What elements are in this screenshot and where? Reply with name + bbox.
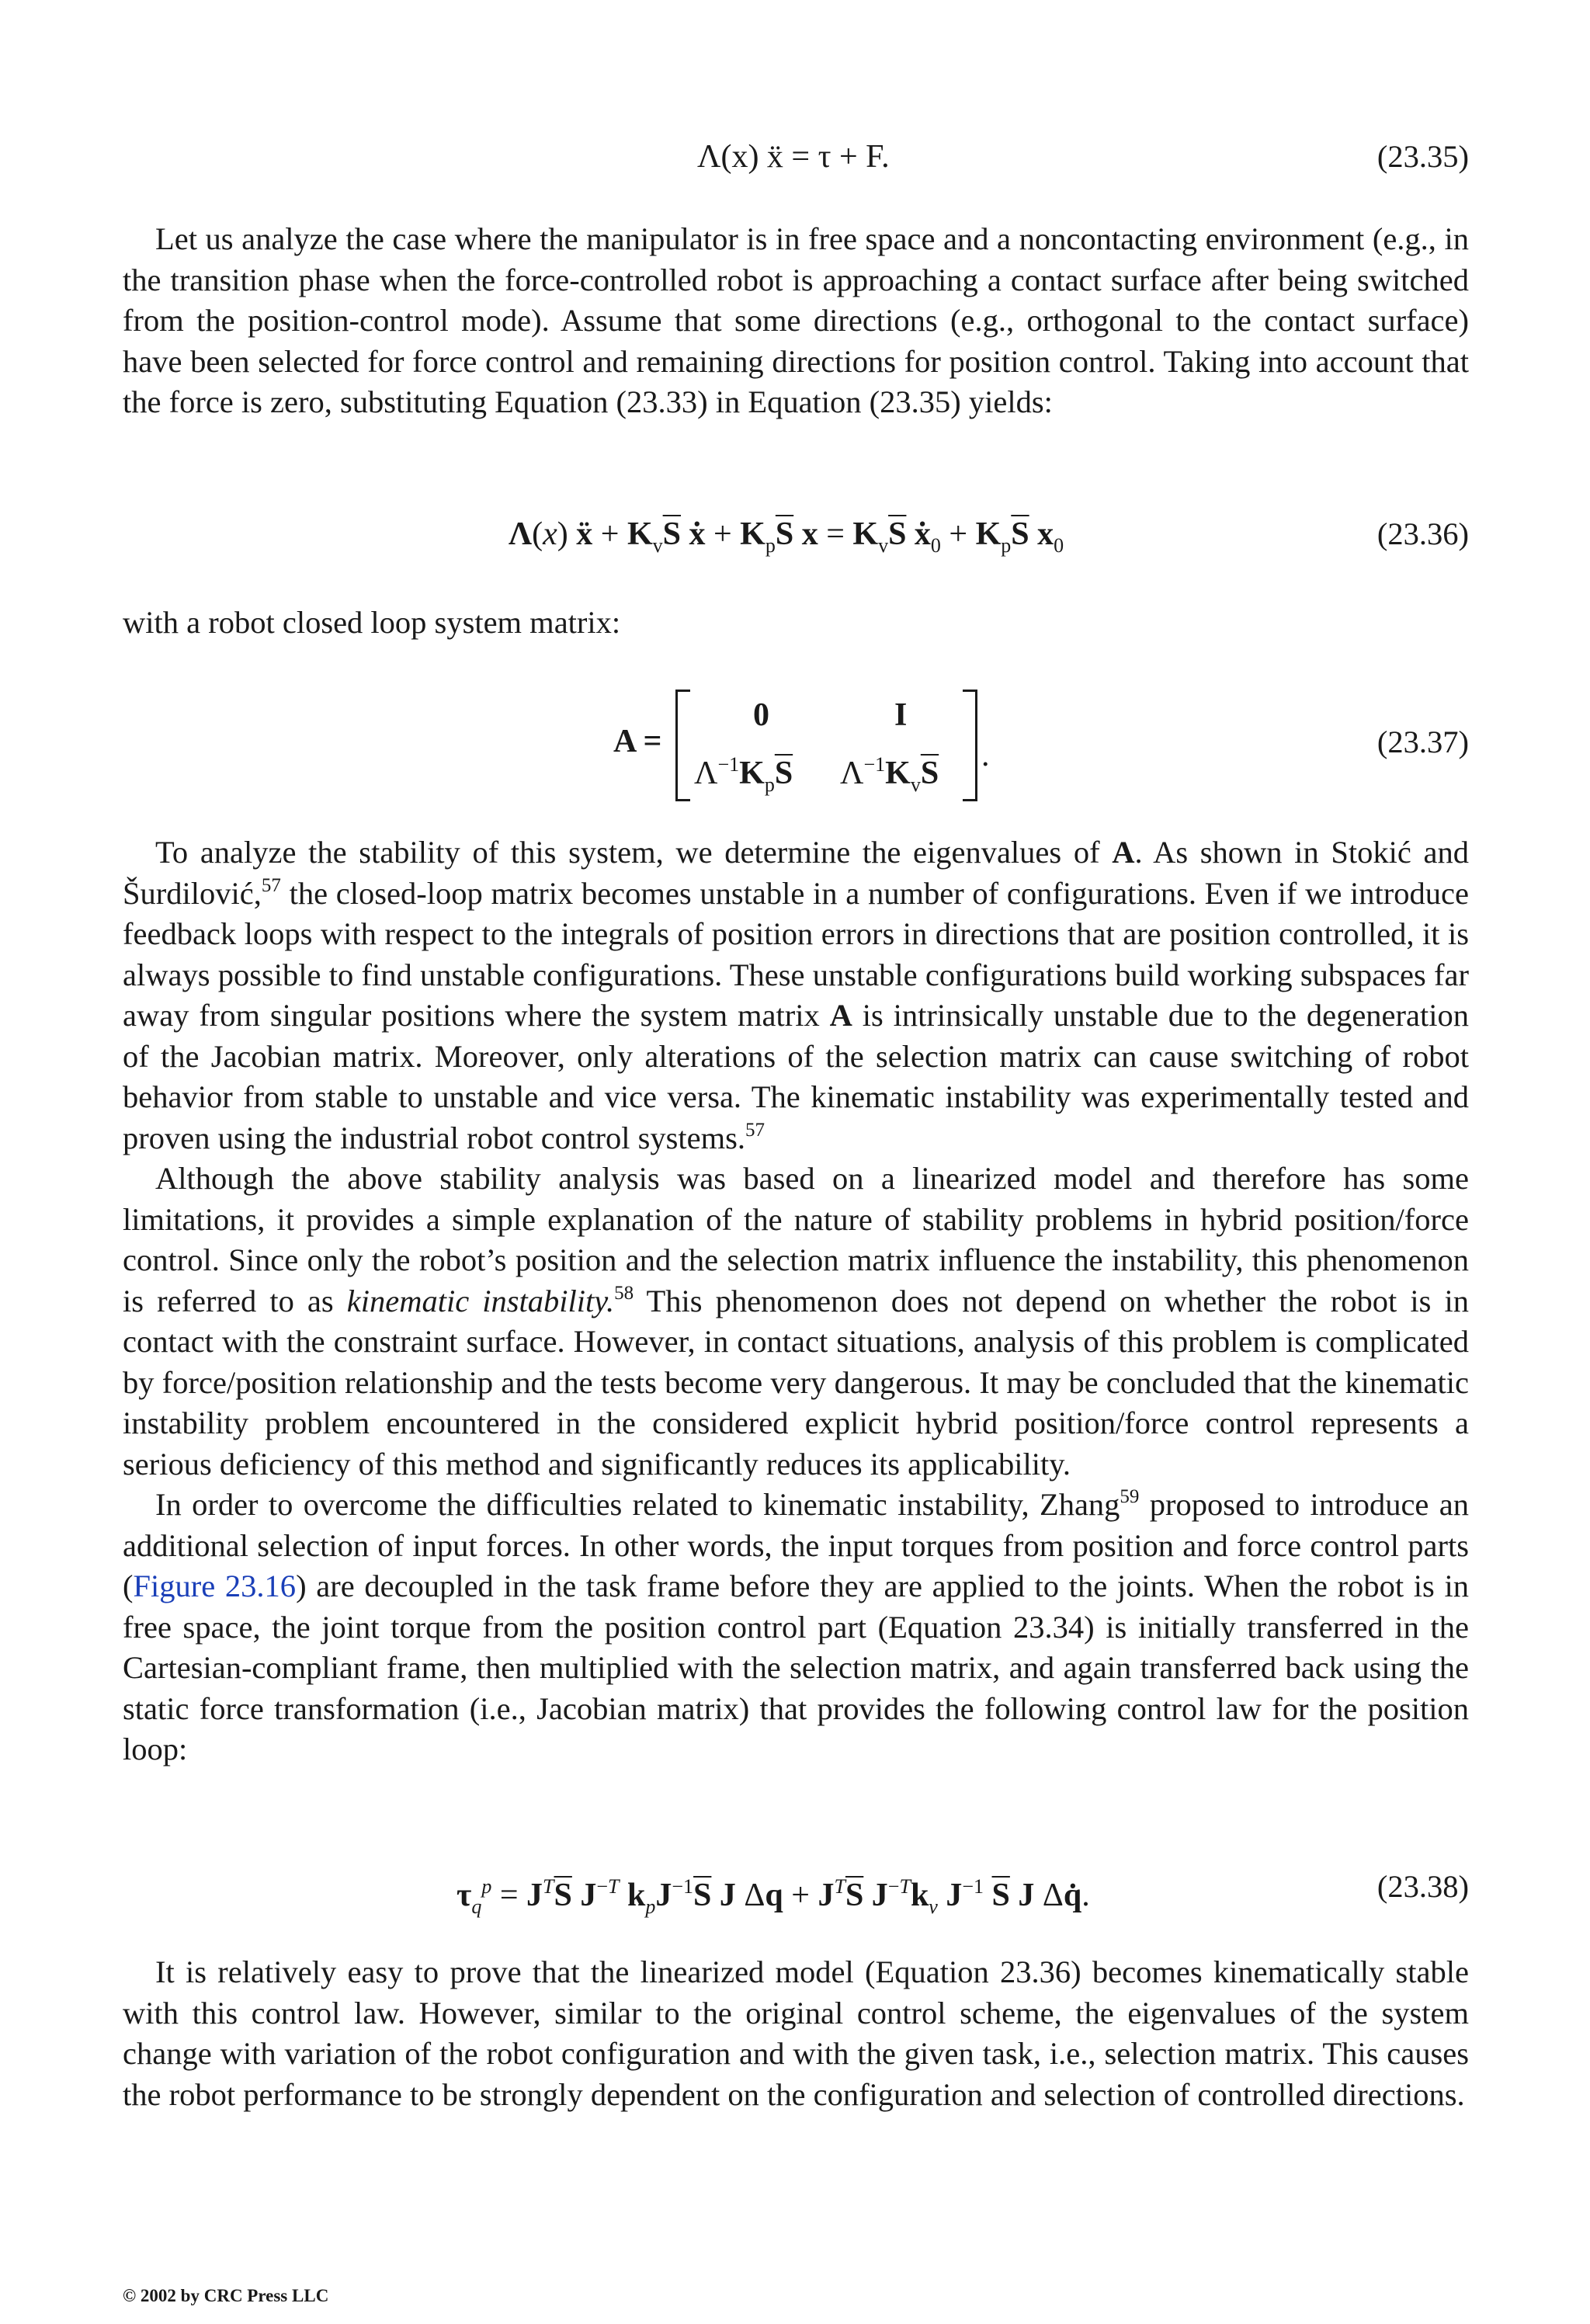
matrix-period: . — [981, 738, 990, 773]
reference-superscript: 58 — [614, 1282, 634, 1304]
left-bracket — [675, 690, 690, 801]
equation-23-36-body: Λ(x) ẍ + $K_v\overline{S}$ ẋ + $K_p\overline{S}$ $x = K_v\overline{S}$ ẋ$_0$ + $K_p\overline{S}$ $x_0$ — [509, 516, 1064, 557]
matrix-cell-21: $\Lambda^{-1}K_p\overline{S}$ — [694, 753, 793, 796]
text-segment: is intrinsically unstable due to the degeneration of the Jacobian matrix. Moreover, only alterations of the selection matrix can cause switching of robot behavior from stable to unstable and vice versa. The kinematic instability was experimentally tested and proven using the industrial robot control systems. — [123, 998, 1469, 1155]
paragraph-stability — [123, 832, 1469, 1159]
reference-superscript: 57 — [745, 1119, 765, 1141]
italic-term: kinematic instability. — [346, 1283, 615, 1318]
paragraph-conclusion: It is relatively easy to prove that the linearized model (Equation 23.36) becomes kinematically stable with this control law. However, similar to the original control scheme, the eigenvalues of the system change with variation of the robot configuration and with the given task, i.e., selection matrix. This causes the robot performance to be strongly dependent on the configuration and selection of controlled directions. — [123, 1954, 1469, 2112]
reference-superscript: 57 — [261, 874, 281, 896]
bold-symbol: A — [1112, 835, 1135, 870]
text-segment: ) are decoupled in the task frame before they are applied to the joints. When the robot is in free space, the joint torque from the position control part (Equation 23.34) is initially transferred in the Cartesian-compliant frame, then multiplied with the selection matrix, and again transferred back using the static force transformation (i.e., Jacobian matrix) that provides the following control law for the position loop: — [123, 1568, 1469, 1766]
text-segment: This phenomenon does not depend on whether the robot is in contact with the constraint surface. However, in contact situations, analysis of this problem is complicated by force/position relationship and the tests become very dangerous. It may be concluded that the kinematic instability problem encountered in the considered explicit hybrid position/force control represents a serious deficiency of this method and significantly reduces its applicability. — [123, 1283, 1469, 1482]
copyright-footer: © 2002 by CRC Press LLC — [123, 2286, 329, 2305]
equation-number: (23.36) — [1376, 516, 1469, 551]
text-segment: proposed to introduce an additional selection of input forces. In other words, the input torques from position and force control parts ( — [123, 1487, 1469, 1603]
text-segment: . As shown in Stokić and Šurdilović, — [123, 835, 1470, 911]
equation-23-37-matrix — [613, 690, 1002, 806]
matrix-lhs: A = — [613, 724, 662, 759]
matrix-cell-12: I — [894, 697, 908, 733]
matrix-cell-22: $\Lambda^{-1}K_v\overline{S}$ — [840, 753, 939, 796]
matrix-cell-11: 0 — [753, 697, 769, 733]
text-segment: In order to overcome the difficulties related to kinematic instability, Zhang — [155, 1487, 1120, 1522]
equation-23-35-body: Λ(x) ẍ = τ + F. — [697, 139, 890, 175]
figure-link[interactable]: Figure 23.16 — [133, 1568, 297, 1603]
paragraph-zhang — [123, 1485, 1469, 1770]
paragraph-kinematic-instability — [123, 1159, 1469, 1485]
paragraph-closed-loop: with a robot closed loop system matrix: — [123, 605, 621, 640]
equation-number: (23.37) — [1376, 724, 1469, 759]
bold-symbol: A — [829, 998, 852, 1033]
equation-number: (23.38) — [1376, 1869, 1469, 1904]
text-segment: Although the above stability analysis was based on a linearized model and therefore has some limitations, it provides a simple explanation of the nature of stability problems in hybrid position/force control. Since only the robot’s position and the selection matrix influence the instability, this phenomenon is referred to as — [123, 1161, 1469, 1318]
paragraph-free-space: Let us analyze the case where the manipulator is in free space and a noncontacting environment (e.g., in the transition phase when the force-controlled robot is approaching a contact surface after being switched from the position-control mode). Assume that some directions (e.g., orthogonal to the contact surface) have been selected for force control and remaining directions for position control. Taking into account that the force is zero, substituting Equation (23.33) in Equation (23.35) yields: — [123, 221, 1469, 419]
reference-superscript: 59 — [1120, 1486, 1140, 1507]
equation-number: (23.35) — [1376, 139, 1469, 174]
equation-23-38-body: $\tau_q^p = J^T\overline{S}$ $J^{-T}$ $k_pJ^{-1}\overline{S}$ J $\Delta q + J^T\overline{S}$ $J^{-T}k_v$ $J^{-1}$ $\overline{S}$ J Δq̇. — [457, 1875, 1090, 1918]
text-segment: the closed-loop matrix becomes unstable in a number of configurations. Even if we introduce feedback loops with respect to the integrals of position errors in directions that are position controlled, it is always possible to find unstable configurations. These unstable configurations build working subspaces far away from singular positions where the system matrix — [123, 875, 1469, 1033]
right-bracket — [963, 690, 977, 801]
text-segment: To analyze the stability of this system, we determine the eigenvalues of — [155, 835, 1113, 870]
